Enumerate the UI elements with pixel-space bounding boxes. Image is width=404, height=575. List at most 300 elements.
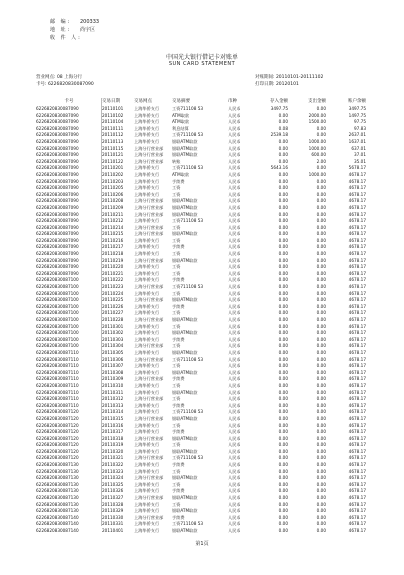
table-cell: 人民币 (228, 429, 241, 435)
table-cell: 6226820830087100 (36, 284, 79, 290)
table-cell: 工资711108 53 (172, 165, 204, 171)
table-cell: 0.00 (278, 429, 288, 435)
table-cell: 工资711108 53 (172, 284, 204, 290)
table-row (36, 258, 366, 265)
table-cell: 6226820830087100 (36, 310, 79, 316)
table-cell: 2.00 (316, 158, 326, 164)
table-cell: 银联ATM取款 (172, 152, 198, 158)
table-cell: 手续费 (172, 402, 185, 408)
table-cell: 6226820830087110 (36, 363, 79, 369)
table-row (36, 423, 366, 430)
table-cell: 0.00 (278, 158, 288, 164)
table-cell: 6226820830087110 (36, 389, 79, 395)
table-cell: 上海分行营业部 (134, 514, 164, 520)
table-cell: 4678.17 (348, 303, 366, 309)
table-cell: 人民币 (228, 369, 241, 375)
meta-row (50, 18, 99, 26)
meta-value: 尚宇区 (80, 27, 96, 33)
table-cell: 0.00 (278, 455, 288, 461)
table-cell: 上海分行营业部 (134, 455, 164, 461)
table-cell: 上海分行营业部 (134, 211, 164, 217)
table-cell: 工资 (172, 481, 181, 487)
table-cell: 20110306 (102, 356, 124, 362)
table-cell: 0.00 (316, 415, 326, 421)
table-cell: 6226820830087130 (36, 481, 79, 487)
table-row (36, 218, 366, 225)
table-cell: 20110321 (102, 455, 124, 461)
table-cell: 银联ATM取款 (172, 448, 198, 454)
account-info-left (36, 74, 94, 88)
table-cell: 手续费 (172, 277, 185, 283)
table-cell: 20110212 (102, 218, 124, 224)
table-cell: 4678.17 (348, 488, 366, 494)
table-row (36, 343, 366, 350)
table-cell: 6226820830087100 (36, 277, 79, 283)
table-cell: 0.00 (278, 185, 288, 191)
card-number-line: 卡号: 6226820830087090 (36, 82, 94, 87)
table-cell: 0.00 (278, 171, 288, 177)
table-cell: 35.01 (354, 158, 366, 164)
table-cell: 20110216 (102, 237, 124, 243)
table-cell: 6226820830087110 (36, 376, 79, 382)
table-row (36, 192, 366, 199)
table-cell: 人民币 (228, 396, 241, 402)
table-cell: 6226820830087090 (36, 224, 79, 230)
table-cell: 20110206 (102, 191, 124, 197)
table-cell: 0.00 (278, 528, 288, 533)
table-cell: 3497.75 (270, 106, 288, 111)
table-cell: 20110314 (102, 409, 124, 415)
table-cell: 6226820830087130 (36, 475, 79, 481)
table-cell: 20110312 (102, 396, 124, 402)
table-cell: 0.00 (316, 264, 326, 270)
table-cell: 0.00 (316, 514, 326, 520)
table-row (36, 238, 366, 245)
table-cell: 人民币 (228, 442, 241, 448)
table-cell: 人民币 (228, 290, 241, 296)
table-cell: 人民币 (228, 317, 241, 322)
table-cell: 上海华侨支行 (134, 429, 160, 435)
table-cell: 20110122 (102, 158, 124, 164)
table-row (36, 185, 366, 192)
table-cell: 6226820830087090 (36, 191, 79, 197)
table-cell: 手续费 (172, 178, 185, 184)
table-cell: 1637.01 (348, 138, 366, 144)
table-cell: 20110223 (102, 284, 124, 290)
table-cell: 0.00 (316, 330, 326, 336)
table-cell: 20110301 (102, 323, 124, 329)
table-cell: 6226820830087090 (36, 204, 79, 210)
table-cell: 0.00 (316, 435, 326, 441)
table-cell: 0.00 (278, 508, 288, 514)
table-cell: 0.00 (316, 336, 326, 342)
table-cell: 0.00 (316, 528, 326, 533)
table-cell: 4678.17 (348, 290, 366, 296)
table-cell: 上海华侨支行 (134, 106, 160, 111)
table-cell: 6226820830087090 (36, 244, 79, 250)
table-cell: 上海华侨支行 (134, 178, 160, 184)
table-cell: 上海华侨支行 (134, 501, 160, 507)
table-cell: 2000.00 (308, 112, 326, 118)
table-cell: 4678.17 (348, 277, 366, 283)
table-cell: 6226820830087110 (36, 349, 79, 355)
table-cell: 0.00 (278, 488, 288, 494)
table-cell: 4678.17 (348, 363, 366, 369)
statement-title-cn: 中国光大银行借记卡对账单 (165, 54, 238, 61)
table-cell: 人民币 (228, 409, 241, 415)
table-cell: 人民币 (228, 382, 241, 388)
meta-label: 地 址: (50, 27, 72, 33)
table-row (36, 251, 366, 258)
table-cell: 6226820830087090 (36, 218, 79, 224)
table-cell: 37.01 (354, 152, 366, 158)
table-row (36, 330, 366, 337)
table-cell: 0.00 (278, 330, 288, 336)
table-cell: 20110115 (102, 145, 124, 151)
table-cell: 20110202 (102, 171, 124, 177)
table-cell: 0.00 (316, 204, 326, 210)
table-row (36, 508, 366, 515)
table-cell: 6226820830087110 (36, 382, 79, 388)
table-cell: 20110217 (102, 244, 124, 250)
meta-row (50, 34, 99, 42)
table-cell: 4678.17 (348, 204, 366, 210)
table-cell: 1000.00 (308, 171, 326, 177)
table-cell: 上海华侨支行 (134, 218, 160, 224)
table-cell: 4678.17 (348, 349, 366, 355)
table-header (36, 98, 366, 106)
table-cell: 0.00 (278, 475, 288, 481)
table-cell: 人民币 (228, 119, 241, 125)
table-cell: 2539.18 (270, 132, 288, 138)
table-cell: 4678.17 (348, 369, 366, 375)
table-cell: 1500.00 (308, 119, 326, 125)
table-cell: 人民币 (228, 343, 241, 349)
table-cell: 0.00 (278, 521, 288, 527)
table-cell: 0.00 (278, 317, 288, 322)
table-cell: 6226820830087130 (36, 462, 79, 468)
table-cell: 上海华侨支行 (134, 132, 160, 138)
table-cell: 0.00 (278, 349, 288, 355)
table-cell: 0.00 (278, 211, 288, 217)
table-cell: 20110313 (102, 402, 124, 408)
table-cell: 20110220 (102, 264, 124, 270)
table-cell: 20110320 (102, 448, 124, 454)
table-cell: 6226820830087140 (36, 528, 79, 533)
table-cell: 6226820830087130 (36, 468, 79, 474)
table-cell: 2637.01 (348, 132, 366, 138)
table-cell: 20110303 (102, 336, 124, 342)
table-cell: 0.00 (278, 310, 288, 316)
table-cell: 0.00 (278, 363, 288, 369)
table-cell: 20110331 (102, 521, 124, 527)
table-cell: 银联ATM取款 (172, 211, 198, 217)
table-cell: 4678.17 (348, 323, 366, 329)
table-cell: 0.00 (316, 310, 326, 316)
table-row (36, 403, 366, 410)
table-row (36, 139, 366, 146)
table-cell: 0.00 (316, 257, 326, 263)
table-row (36, 429, 366, 436)
table-cell: 上海分行营业部 (134, 152, 164, 158)
table-row (36, 502, 366, 509)
table-cell: 人民币 (228, 224, 241, 230)
table-cell: 0.00 (316, 468, 326, 474)
table-cell: 1000.00 (308, 145, 326, 151)
table-cell: 20110102 (102, 112, 124, 118)
table-cell: 6226820830087090 (36, 112, 79, 118)
table-cell: 0.00 (278, 409, 288, 415)
table-cell: 0.00 (278, 152, 288, 158)
table-row (36, 515, 366, 522)
table-cell: 0.00 (316, 185, 326, 191)
table-cell: 人民币 (228, 171, 241, 177)
table-cell: 20110322 (102, 462, 124, 468)
table-row (36, 205, 366, 212)
table-cell: 20110224 (102, 290, 124, 296)
table-cell: 0.00 (278, 284, 288, 290)
table-cell: 4678.17 (348, 429, 366, 435)
table-cell: 银联ATM取款 (172, 317, 198, 322)
table-cell: 利息结算 (172, 125, 189, 131)
table-cell: 6226820830087120 (36, 422, 79, 428)
table-cell: 人民币 (228, 237, 241, 243)
table-cell: 4678.17 (348, 191, 366, 197)
column-header: 交易网点 (134, 99, 152, 104)
table-cell: 人民币 (228, 468, 241, 474)
table-cell: 上海华侨支行 (134, 125, 160, 131)
table-cell: 4678.17 (348, 448, 366, 454)
table-cell: 银联ATM取款 (172, 297, 198, 303)
table-row (36, 119, 366, 126)
table-cell: 0.00 (316, 376, 326, 382)
table-cell: 工资 (172, 442, 181, 448)
table-cell: 0.00 (316, 349, 326, 355)
table-cell: 0.00 (278, 224, 288, 230)
table-cell: 20110318 (102, 435, 124, 441)
table-cell: 0.00 (278, 231, 288, 237)
table-cell: 4678.17 (348, 218, 366, 224)
table-cell: 0.00 (316, 495, 326, 501)
table-cell: 6226820830087130 (36, 488, 79, 494)
table-cell: 4678.17 (348, 389, 366, 395)
table-cell: 人民币 (228, 218, 241, 224)
table-cell: 0.00 (278, 264, 288, 270)
table-cell: 6226820830087130 (36, 508, 79, 514)
table-cell: 银联ATM取款 (172, 415, 198, 421)
table-row (36, 350, 366, 357)
table-cell: 20110329 (102, 508, 124, 514)
table-row (36, 528, 366, 535)
table-cell: 6226820830087090 (36, 145, 79, 151)
table-cell: 3497.75 (348, 106, 366, 111)
table-cell: 0.00 (316, 356, 326, 362)
table-cell: 上海华侨支行 (134, 264, 160, 270)
table-cell: 工资 (172, 224, 181, 230)
table-cell: 6226820830087090 (36, 165, 79, 171)
table-cell: 0.00 (316, 303, 326, 309)
table-cell: 上海分行营业部 (134, 257, 164, 263)
table-cell: 0.00 (316, 251, 326, 257)
table-row (36, 304, 366, 311)
table-row (36, 284, 366, 291)
table-cell: 4678.17 (348, 521, 366, 527)
table-row (36, 231, 366, 238)
table-cell: 0.00 (316, 165, 326, 171)
table-cell: 20110222 (102, 277, 124, 283)
table-cell: 6226820830087140 (36, 521, 79, 527)
table-cell: 工资 (172, 363, 181, 369)
table-cell: 人民币 (228, 422, 241, 428)
table-cell: 上海华侨支行 (134, 349, 160, 355)
table-cell: 人民币 (228, 363, 241, 369)
table-cell: 0.00 (278, 422, 288, 428)
table-cell: 0.00 (316, 382, 326, 388)
table-cell: 0.00 (316, 317, 326, 322)
table-cell: 4678.17 (348, 455, 366, 461)
table-cell: 人民币 (228, 455, 241, 461)
table-cell: 工资 (172, 270, 181, 276)
table-cell: 银联ATM取款 (172, 528, 198, 533)
table-cell: 上海华侨支行 (134, 290, 160, 296)
table-cell: 人民币 (228, 191, 241, 197)
table-cell: 人民币 (228, 514, 241, 520)
table-cell: 4678.17 (348, 336, 366, 342)
table-cell: 20110304 (102, 343, 124, 349)
table-cell: 4678.17 (348, 211, 366, 217)
table-cell: 人民币 (228, 336, 241, 342)
table-cell: 4678.17 (348, 185, 366, 191)
table-cell: 0.00 (278, 290, 288, 296)
table-row (36, 390, 366, 397)
table-cell: 人民币 (228, 435, 241, 441)
table-cell: 20110311 (102, 389, 124, 395)
table-cell: 4678.17 (348, 251, 366, 257)
table-cell: 0.00 (278, 218, 288, 224)
table-cell: 人民币 (228, 125, 241, 131)
table-cell: 0.00 (316, 290, 326, 296)
table-cell: 20110203 (102, 178, 124, 184)
table-cell: 人民币 (228, 356, 241, 362)
table-cell: 20110205 (102, 185, 124, 191)
table-cell: 人民币 (228, 481, 241, 487)
table-cell: 4678.17 (348, 514, 366, 520)
table-cell: 4678.17 (348, 475, 366, 481)
table-cell: 6226820830087100 (36, 290, 79, 296)
table-cell: 6226820830087090 (36, 152, 79, 158)
table-cell: 6226820830087090 (36, 119, 79, 125)
table-cell: 上海华侨支行 (134, 165, 160, 171)
table-cell: 20110209 (102, 204, 124, 210)
table-cell: 6226820830087100 (36, 336, 79, 342)
table-cell: 20110227 (102, 310, 124, 316)
column-header: 存入金额 (270, 99, 288, 104)
table-cell: 4678.17 (348, 481, 366, 487)
table-cell: 0.00 (278, 244, 288, 250)
table-cell: 人民币 (228, 284, 241, 290)
table-cell: 人民币 (228, 257, 241, 263)
table-cell: 6226820830087120 (36, 442, 79, 448)
table-cell: 4678.17 (348, 495, 366, 501)
table-cell: 银联ATM取款 (172, 508, 198, 514)
table-cell: 0.00 (278, 119, 288, 125)
table-cell: 0.00 (316, 218, 326, 224)
table-cell: 上海分行营业部 (134, 224, 164, 230)
table-cell: 上海分行营业部 (134, 343, 164, 349)
table-cell: 0.00 (316, 481, 326, 487)
table-cell: 0.00 (316, 475, 326, 481)
table-cell: 人民币 (228, 495, 241, 501)
table-row (36, 324, 366, 331)
table-cell: 6226820830087090 (36, 257, 79, 263)
table-cell: 4678.17 (348, 435, 366, 441)
table-cell: 0.00 (316, 369, 326, 375)
table-row (36, 146, 366, 153)
table-cell: 工资 (172, 468, 181, 474)
table-cell: 0.00 (278, 145, 288, 151)
table-cell: 上海华侨支行 (134, 382, 160, 388)
table-cell: 20110121 (102, 152, 124, 158)
table-cell: 人民币 (228, 138, 241, 144)
table-cell: 6226820830087100 (36, 343, 79, 349)
table-cell: 20110308 (102, 369, 124, 375)
table-cell: 4678.17 (348, 468, 366, 474)
table-row (36, 126, 366, 133)
table-cell: 4678.17 (348, 237, 366, 243)
table-cell: 人民币 (228, 145, 241, 151)
table-cell: 人民币 (228, 165, 241, 171)
table-cell: 上海华侨支行 (134, 528, 160, 533)
column-header: 币种 (228, 99, 237, 104)
table-cell: 工资 (172, 323, 181, 329)
table-cell: 上海华侨支行 (134, 330, 160, 336)
table-cell: 0.00 (316, 244, 326, 250)
table-cell: 银联ATM取款 (172, 389, 198, 395)
table-cell: 20110324 (102, 475, 124, 481)
table-cell: 手续费 (172, 303, 185, 309)
table-row (36, 317, 366, 324)
table-cell: 上海华侨支行 (134, 409, 160, 415)
table-cell: 上海华侨支行 (134, 369, 160, 375)
table-cell: 上海分行营业部 (134, 376, 164, 382)
table-cell: 人民币 (228, 211, 241, 217)
table-cell: 转账 (172, 158, 181, 164)
table-cell: 工资711108 53 (172, 106, 204, 111)
table-cell: 上海华侨支行 (134, 191, 160, 197)
table-cell: 600.00 (311, 152, 326, 158)
table-cell: 工资 (172, 237, 181, 243)
table-cell: 6226820830087130 (36, 495, 79, 501)
table-cell: 0.00 (316, 237, 326, 243)
table-cell: 0.00 (278, 191, 288, 197)
table-cell: 手续费 (172, 429, 185, 435)
table-row (36, 113, 366, 120)
table-cell: 4678.17 (348, 224, 366, 230)
statement-title-en: SUN CARD STATEMENT (168, 61, 236, 67)
table-cell: 工资 (172, 382, 181, 388)
table-cell: 人民币 (228, 152, 241, 158)
table-cell: 4678.17 (348, 462, 366, 468)
table-cell: 0.00 (316, 270, 326, 276)
table-cell: 4678.17 (348, 343, 366, 349)
table-cell: 4678.17 (348, 198, 366, 204)
table-cell: 0.00 (316, 125, 326, 131)
table-cell: 6226820830087120 (36, 415, 79, 421)
table-cell: 上海华侨支行 (134, 481, 160, 487)
table-cell: 4678.17 (348, 402, 366, 408)
table-cell: 4678.17 (348, 376, 366, 382)
table-cell: 工资 (172, 396, 181, 402)
